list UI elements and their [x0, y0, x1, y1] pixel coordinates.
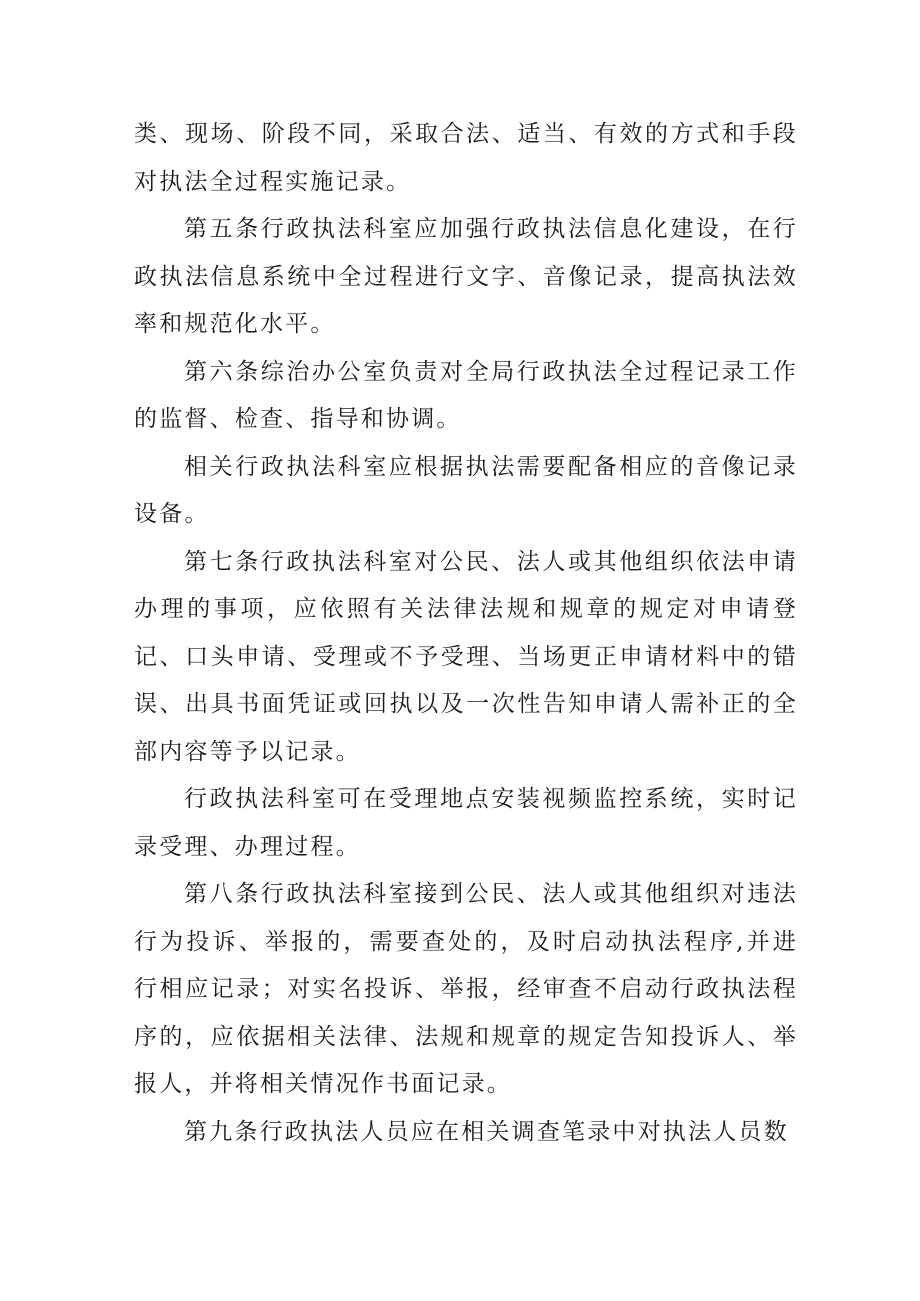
paragraph-article-7: 第七条行政执法科室对公民、法人或其他组织依法申请办理的事项，应依照有关法律法规和规章的规定对申请登记、口头申请、受理或不予受理、当场更正申请材料中的错误、出具书面凭证或回执以及一次性告知申请人需补正的全部内容等予以记录。: [134, 548, 798, 765]
paragraph-article-8: 第八条行政执法科室接到公民、法人或其他组织对违法行为投诉、举报的，需要查处的，及时启动执法程序,并进行相应记录；对实名投诉、举报，经审查不启动行政执法程序的，应依据相关法律、法规和规章的规定告知投诉人、举报人，并将相关情况作书面记录。: [134, 881, 798, 1097]
paragraph-video-monitoring: 行政执法科室可在受理地点安装视频监控系统，实时记录受理、办理过程。: [134, 786, 798, 860]
paragraph-article-9: 第九条行政执法人员应在相关调查笔录中对执法人员数: [184, 1118, 789, 1145]
paragraph-article-6: 第六条综治办公室负责对全局行政执法全过程记录工作的监督、检查、指导和协调。: [134, 358, 798, 432]
paragraph-article-5: 第五条行政执法科室应加强行政执法信息化建设，在行政执法信息系统中全过程进行文字、音像记录，提高执法效率和规范化水平。: [134, 216, 798, 337]
document-body: [134, 111, 798, 1156]
paragraph-equipment: 相关行政执法科室应根据执法需要配备相应的音像记录设备。: [134, 453, 798, 527]
paragraph-continuation: 类、现场、阶段不同，采取合法、适当、有效的方式和手段对执法全过程实施记录。: [134, 121, 798, 195]
